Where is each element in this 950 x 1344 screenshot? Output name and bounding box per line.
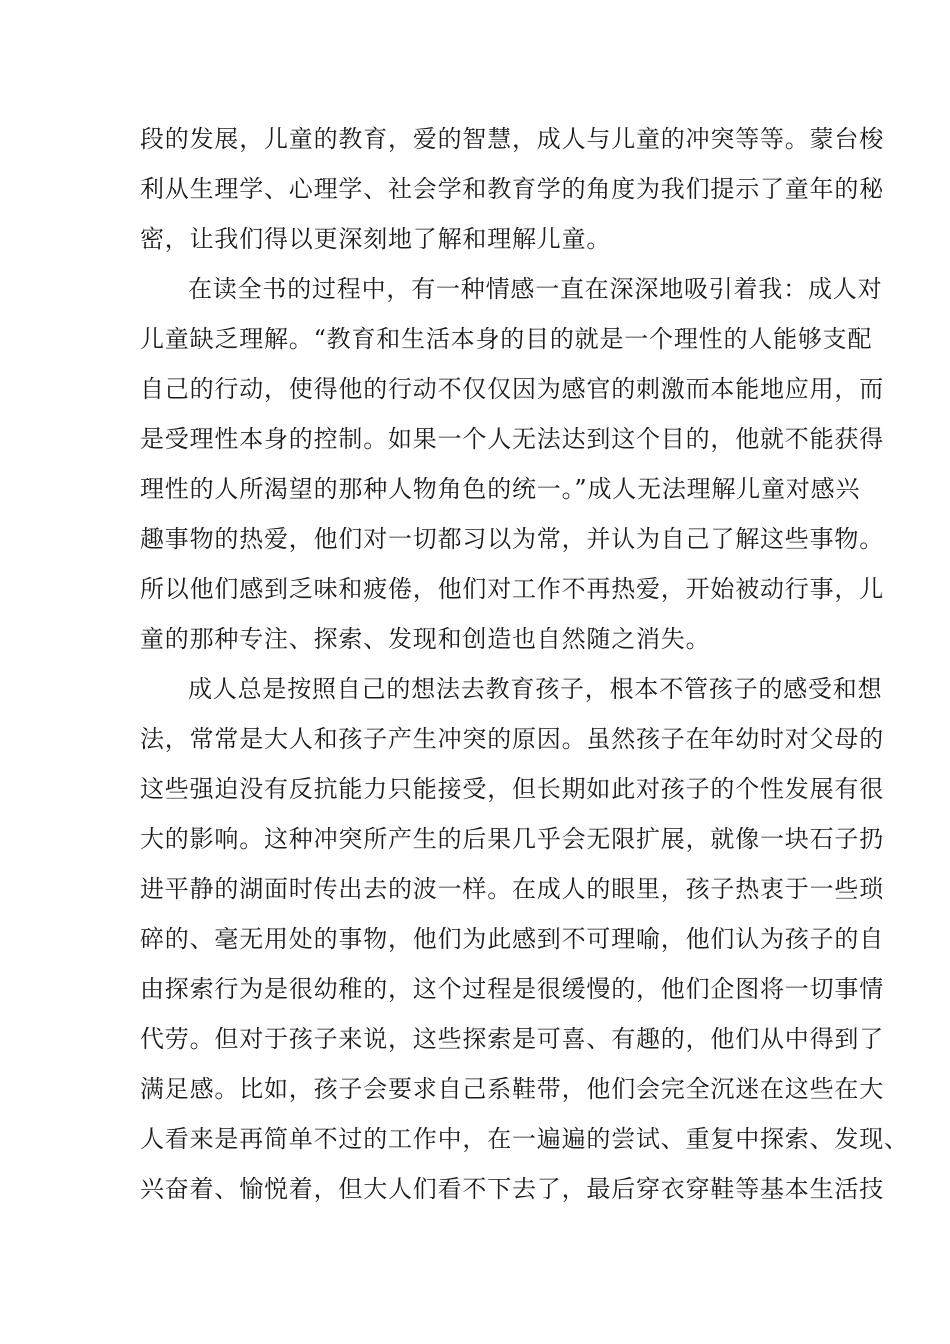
paragraph-first-line: 成人总是按照自己的想法去教育孩子，根本不管孩子的感受和想: [188, 675, 883, 703]
text-line: 碎的、毫无用处的事物，他们为此感到不可理喻，他们认为孩子的自: [140, 925, 884, 953]
text-line: 童的那种专注、探索、发现和创造也自然随之消失。: [140, 625, 711, 653]
paragraph-first-line: 在读全书的过程中，有一种情感一直在深深地吸引着我：成人对: [188, 275, 883, 303]
text-line: 大的影响。这种冲突所产生的后果几乎会无限扩展，就像一块石子扔: [140, 825, 884, 853]
text-line: 代劳。但对于孩子来说，这些探索是可喜、有趣的，他们从中得到了: [140, 1025, 884, 1053]
text-line: 兴奋着、愉悦着，但大人们看不下去了，最后穿衣穿鞋等基本生活技: [140, 1175, 884, 1203]
text-line: 满足感。比如，孩子会要求自己系鞋带，他们会完全沉迷在这些在大: [140, 1075, 884, 1103]
text-line: 人看来是再简单不过的工作中，在一遍遍的尝试、重复中探索、发现、: [140, 1125, 909, 1153]
text-line: 这些强迫没有反抗能力只能接受，但长期如此对孩子的个性发展有很: [140, 775, 884, 803]
text-line: 自己的行动，使得他的行动不仅仅因为感官的刺激而本能地应用，而: [140, 375, 884, 403]
text-line: 利从生理学、心理学、社会学和教育学的角度为我们提示了童年的秘: [140, 175, 884, 203]
text-line: 所以他们感到乏味和疲倦，他们对工作不再热爱，开始被动行事，儿: [140, 575, 884, 603]
text-line: 趣事物的热爱，他们对一切都习以为常，并认为自己了解这些事物。: [140, 525, 884, 553]
text-line: 进平静的湖面时传出去的波一样。在成人的眼里，孩子热衷于一些琐: [140, 875, 884, 903]
text-line: 法，常常是大人和孩子产生冲突的原因。虽然孩子在年幼时对父母的: [140, 725, 884, 753]
text-line: 是受理性本身的控制。如果一个人无法达到这个目的，他就不能获得: [140, 425, 884, 453]
text-line: 密，让我们得以更深刻地了解和理解儿童。: [140, 225, 612, 253]
text-line: 段的发展，儿童的教育，爱的智慧，成人与儿童的冲突等等。蒙台梭: [140, 125, 884, 153]
text-line: 儿童缺乏理解。“教育和生活本身的目的就是一个理性的人能够支配: [140, 325, 873, 353]
text-line: 理性的人所渴望的那种人物角色的统一。”成人无法理解儿童对感兴: [140, 475, 861, 503]
text-line: 由探索行为是很幼稚的，这个过程是很缓慢的，他们企图将一切事情: [140, 975, 884, 1003]
